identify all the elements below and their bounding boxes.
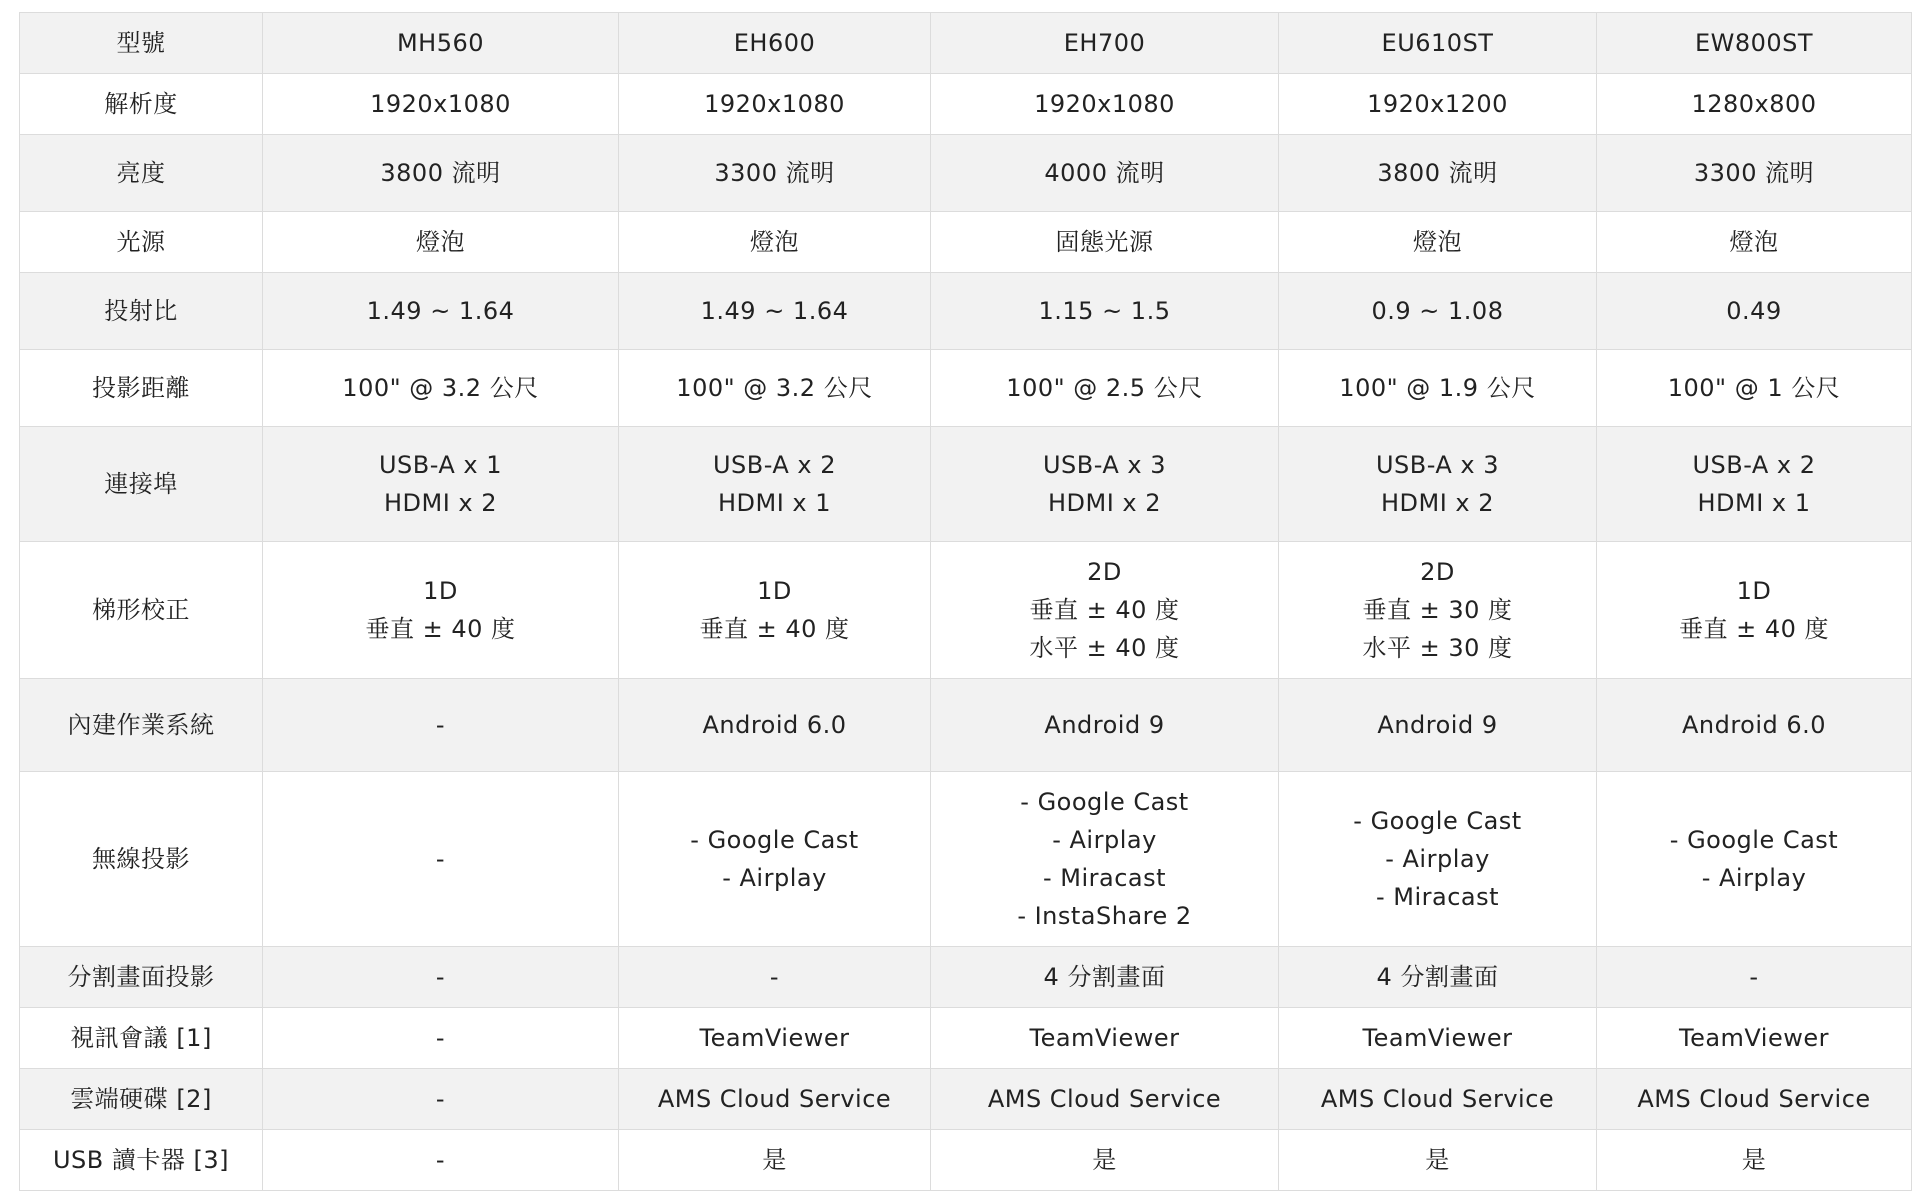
spec-value-line: - Airplay [1052, 826, 1157, 854]
spec-value-line: 100" @ 3.2 公尺 [342, 374, 539, 402]
spec-table-body [20, 13, 1912, 1191]
spec-value-cell [931, 427, 1279, 542]
spec-value-line: 固態光源 [1055, 228, 1154, 256]
spec-value-cell [931, 212, 1279, 273]
spec-row [20, 427, 1912, 542]
spec-value-line: USB-A x 1 [378, 451, 503, 479]
spec-value-cell [263, 947, 619, 1008]
spec-value-line: - [435, 1024, 446, 1052]
spec-value-cell [1279, 1069, 1597, 1130]
spec-value-cell [1597, 212, 1912, 273]
spec-row [20, 542, 1912, 679]
spec-value-line: Android 6.0 [702, 711, 847, 739]
spec-value-cell [931, 947, 1279, 1008]
spec-value-line: 1D [423, 577, 458, 605]
spec-value-line: - [435, 1146, 446, 1174]
spec-value-line: 4 分割畫面 [1043, 963, 1166, 991]
header-row [20, 13, 1912, 74]
spec-value-line: 3300 流明 [714, 159, 835, 187]
spec-value-line: - [769, 963, 780, 991]
spec-value-line: 垂直 ± 40 度 [365, 615, 516, 643]
spec-value-cell [1279, 212, 1597, 273]
spec-value-line: 3800 流明 [1377, 159, 1498, 187]
spec-value-line: 1.49 ~ 1.64 [700, 297, 849, 325]
spec-value-cell [263, 772, 619, 947]
spec-value-cell [619, 212, 931, 273]
spec-value-line: - Airplay [1701, 864, 1807, 892]
spec-label-cell: USB 讀卡器 [3] [20, 1130, 263, 1191]
spec-value-line: Android 9 [1377, 711, 1498, 739]
spec-label-cell: 無線投影 [20, 772, 263, 947]
spec-value-line: - InstaShare 2 [1017, 902, 1192, 930]
spec-value-cell [619, 427, 931, 542]
spec-row [20, 1008, 1912, 1069]
spec-row [20, 74, 1912, 135]
spec-row [20, 1069, 1912, 1130]
spec-value-line: 1920x1200 [1367, 90, 1508, 118]
spec-value-line: USB-A x 2 [1692, 451, 1816, 479]
spec-value-line: USB-A x 3 [1042, 451, 1167, 479]
spec-value-line: - [435, 963, 446, 991]
spec-value-line: AMS Cloud Service [987, 1085, 1222, 1113]
model-header-cell: EU610ST [1279, 13, 1597, 74]
spec-row [20, 135, 1912, 212]
spec-value-line: 2D [1087, 558, 1122, 586]
spec-value-cell [1279, 772, 1597, 947]
spec-value-line: 1920x1080 [704, 90, 845, 118]
spec-value-line: 1D [757, 577, 792, 605]
spec-value-line: 水平 ± 30 度 [1362, 634, 1513, 662]
spec-value-line: 2D [1420, 558, 1455, 586]
spec-value-line: 是 [1092, 1146, 1117, 1174]
spec-value-line: HDMI x 2 [383, 489, 498, 517]
spec-value-cell [619, 772, 931, 947]
spec-value-cell [263, 212, 619, 273]
spec-value-line: HDMI x 1 [717, 489, 832, 517]
spec-value-line: 垂直 ± 40 度 [1029, 596, 1180, 624]
spec-value-cell [931, 1130, 1279, 1191]
spec-value-cell [619, 74, 931, 135]
spec-value-cell [931, 135, 1279, 212]
spec-value-line: Android 6.0 [1681, 711, 1827, 739]
spec-value-line: AMS Cloud Service [657, 1085, 892, 1113]
spec-value-line: - Miracast [1042, 864, 1167, 892]
spec-value-line: - Google Cast [690, 826, 859, 854]
spec-value-line: USB-A x 2 [712, 451, 837, 479]
spec-value-cell [619, 947, 931, 1008]
spec-value-line: 燈泡 [1413, 228, 1462, 256]
spec-value-cell [263, 273, 619, 350]
spec-value-line: - Google Cast [1020, 788, 1189, 816]
spec-value-cell [1279, 273, 1597, 350]
spec-value-cell [619, 273, 931, 350]
model-header-cell: EH700 [931, 13, 1279, 74]
spec-label-cell: 內建作業系統 [20, 679, 263, 772]
spec-row [20, 1130, 1912, 1191]
spec-value-line: - Airplay [1385, 845, 1490, 873]
spec-value-cell [1597, 1069, 1912, 1130]
spec-value-cell [1597, 1008, 1912, 1069]
spec-value-line: 1920x1080 [370, 90, 511, 118]
spec-value-cell [1597, 1130, 1912, 1191]
spec-value-cell [1279, 679, 1597, 772]
spec-value-cell [1279, 350, 1597, 427]
spec-value-cell [1597, 273, 1912, 350]
spec-row [20, 947, 1912, 1008]
spec-value-line: 是 [1741, 1146, 1767, 1174]
spec-value-line: 水平 ± 40 度 [1029, 634, 1180, 662]
spec-value-line: - [435, 711, 446, 739]
spec-value-cell [1597, 427, 1912, 542]
header-label-cell: 型號 [20, 13, 263, 74]
spec-label-cell: 視訊會議 [1] [20, 1008, 263, 1069]
spec-value-cell [1597, 542, 1912, 679]
spec-value-cell [931, 772, 1279, 947]
spec-value-line: 1920x1080 [1034, 90, 1175, 118]
spec-value-cell [619, 542, 931, 679]
spec-value-cell [1279, 1130, 1597, 1191]
spec-value-cell [1597, 772, 1912, 947]
spec-value-cell [1597, 74, 1912, 135]
spec-value-cell [1279, 947, 1597, 1008]
spec-value-line: - Google Cast [1353, 807, 1522, 835]
spec-value-line: USB-A x 3 [1375, 451, 1500, 479]
spec-label-cell: 解析度 [20, 74, 263, 135]
spec-value-line: Android 9 [1044, 711, 1165, 739]
spec-value-line: 垂直 ± 40 度 [1678, 615, 1830, 643]
spec-value-cell [619, 135, 931, 212]
spec-row [20, 273, 1912, 350]
spec-value-cell [1279, 1008, 1597, 1069]
spec-value-line: 4 分割畫面 [1376, 963, 1499, 991]
spec-value-line: 1280x800 [1691, 90, 1817, 118]
spec-value-cell [931, 1008, 1279, 1069]
spec-value-line: 0.49 [1726, 297, 1782, 325]
spec-value-line: AMS Cloud Service [1320, 1085, 1555, 1113]
spec-value-line: 垂直 ± 30 度 [1362, 596, 1513, 624]
spec-value-line: TeamViewer [1362, 1024, 1513, 1052]
spec-comparison-table [19, 12, 1912, 1191]
spec-value-line: TeamViewer [699, 1024, 850, 1052]
spec-value-line: 100" @ 2.5 公尺 [1006, 374, 1203, 402]
spec-label-cell: 投射比 [20, 273, 263, 350]
spec-value-cell [619, 1008, 931, 1069]
spec-label-cell: 亮度 [20, 135, 263, 212]
spec-value-line: 是 [762, 1146, 787, 1174]
spec-value-line: HDMI x 2 [1047, 489, 1162, 517]
spec-value-line: 3300 流明 [1693, 159, 1815, 187]
spec-value-line: - Miracast [1375, 883, 1500, 911]
spec-value-cell [1597, 947, 1912, 1008]
spec-value-cell [263, 1130, 619, 1191]
spec-value-line: - Airplay [722, 864, 827, 892]
spec-value-line: AMS Cloud Service [1637, 1085, 1871, 1113]
spec-label-cell: 雲端硬碟 [2] [20, 1069, 263, 1130]
model-header-cell: MH560 [263, 13, 619, 74]
spec-value-cell [1279, 74, 1597, 135]
spec-value-line: 4000 流明 [1044, 159, 1165, 187]
spec-value-line: 100" @ 1 公尺 [1667, 374, 1841, 402]
spec-row [20, 350, 1912, 427]
spec-value-cell [263, 679, 619, 772]
spec-value-line: HDMI x 2 [1380, 489, 1495, 517]
spec-value-cell [263, 350, 619, 427]
model-header-cell: EH600 [619, 13, 931, 74]
spec-row [20, 679, 1912, 772]
spec-value-line: 100" @ 3.2 公尺 [676, 374, 873, 402]
spec-label-cell: 連接埠 [20, 427, 263, 542]
spec-value-cell [619, 1130, 931, 1191]
spec-value-line: 是 [1425, 1146, 1450, 1174]
spec-value-line: TeamViewer [1029, 1024, 1180, 1052]
spec-value-line: - [435, 845, 446, 873]
spec-value-cell [263, 542, 619, 679]
spec-value-cell [1279, 427, 1597, 542]
spec-value-line: HDMI x 1 [1697, 489, 1811, 517]
spec-value-line: - [1749, 963, 1759, 991]
spec-value-cell [1597, 350, 1912, 427]
spec-value-cell [931, 74, 1279, 135]
spec-row [20, 772, 1912, 947]
spec-label-cell: 投影距離 [20, 350, 263, 427]
spec-value-cell [931, 679, 1279, 772]
spec-value-cell [619, 350, 931, 427]
spec-label-cell: 分割畫面投影 [20, 947, 263, 1008]
spec-value-line: 燈泡 [750, 228, 799, 256]
spec-value-cell [931, 542, 1279, 679]
spec-value-cell [1597, 135, 1912, 212]
spec-value-cell [931, 350, 1279, 427]
spec-value-cell [931, 1069, 1279, 1130]
spec-value-line: 燈泡 [1729, 228, 1779, 256]
spec-value-line: 1.15 ~ 1.5 [1038, 297, 1171, 325]
spec-value-cell [1597, 679, 1912, 772]
spec-value-line: 1.49 ~ 1.64 [366, 297, 515, 325]
spec-value-line: 1D [1736, 577, 1772, 605]
spec-value-line: 0.9 ~ 1.08 [1371, 297, 1504, 325]
spec-label-cell: 梯形校正 [20, 542, 263, 679]
spec-value-line: 100" @ 1.9 公尺 [1339, 374, 1536, 402]
spec-value-line: 3800 流明 [380, 159, 501, 187]
spec-row [20, 212, 1912, 273]
spec-value-line: - [435, 1085, 446, 1113]
spec-value-line: 垂直 ± 40 度 [699, 615, 850, 643]
spec-value-cell [1279, 542, 1597, 679]
spec-value-line: 燈泡 [416, 228, 465, 256]
spec-value-cell [619, 679, 931, 772]
spec-value-cell [619, 1069, 931, 1130]
spec-value-line: TeamViewer [1678, 1024, 1830, 1052]
model-header-cell: EW800ST [1597, 13, 1912, 74]
spec-label-cell: 光源 [20, 212, 263, 273]
spec-value-cell [263, 135, 619, 212]
spec-value-cell [263, 427, 619, 542]
spec-value-cell [1279, 135, 1597, 212]
spec-value-cell [263, 74, 619, 135]
spec-value-cell [931, 273, 1279, 350]
spec-value-line: - Google Cast [1669, 826, 1839, 854]
spec-value-cell [263, 1069, 619, 1130]
spec-value-cell [263, 1008, 619, 1069]
